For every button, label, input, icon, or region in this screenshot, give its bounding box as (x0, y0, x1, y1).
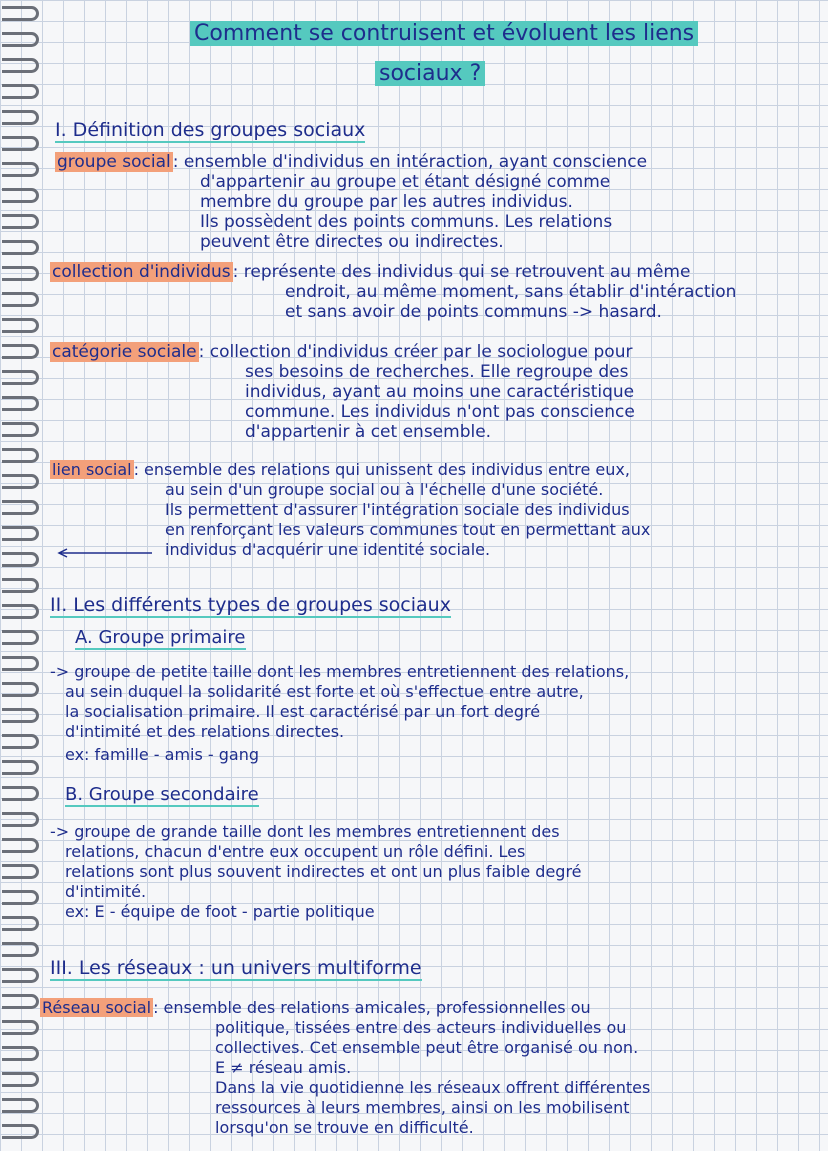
group-a-line-4: ex: famille - amis - gang (65, 745, 260, 764)
reseau-line-5: ressources à leurs membres, ainsi on les mobilisent (215, 1098, 630, 1117)
term-groupe-social: groupe social (57, 152, 171, 172)
spiral-ring (2, 396, 39, 411)
spiral-ring (2, 318, 39, 333)
term-categorie: catégorie sociale (52, 342, 197, 362)
group-b-line-1: relations, chacun d'entre eux occupent un rôle défini. Les (65, 842, 526, 861)
term-lien-social: lien social (52, 460, 132, 479)
lien-social-text-0: : ensemble des relations qui unissent des individus entre eux, (133, 460, 630, 479)
subsection-b-heading (65, 785, 259, 805)
section-2-heading (50, 595, 451, 615)
spiral-ring (2, 968, 39, 983)
group-b-line-4: ex: E - équipe de foot - partie politique (65, 902, 375, 921)
group-b-line-0: -> groupe de grande taille dont les membres entretiennent des (50, 822, 560, 841)
page-title-2 (375, 60, 485, 88)
spiral-ring (2, 448, 39, 463)
spiral-ring (2, 994, 39, 1009)
collection-line-0 (50, 262, 690, 282)
section-1-heading-text: I. Définition des groupes sociaux (55, 119, 366, 141)
group-a-line-0: -> groupe de petite taille dont les membres entretiennent des relations, (50, 662, 630, 681)
notebook-spiral (0, 0, 40, 1151)
spiral-ring (2, 110, 39, 125)
spiral-ring (2, 786, 39, 801)
groupe-social-line-0 (55, 152, 647, 172)
categorie-line-4: d'appartenir à cet ensemble. (245, 422, 492, 442)
lien-social-line-1: au sein d'un groupe social ou à l'échelle d'une société. (165, 480, 604, 499)
section-3-heading-text: III. Les réseaux : un univers multiforme (50, 957, 422, 979)
spiral-ring (2, 1046, 39, 1061)
groupe-social-line-4: peuvent être directes ou indirectes. (200, 232, 504, 252)
spiral-ring (2, 188, 39, 203)
spiral-ring (2, 812, 39, 827)
spiral-ring (2, 474, 39, 489)
spiral-ring (2, 370, 39, 385)
categorie-line-2: individus, ayant au moins une caractéristique (245, 382, 635, 402)
spiral-ring (2, 708, 39, 723)
groupe-social-line-2: membre du groupe par les autres individus. (200, 192, 573, 212)
spiral-ring (2, 760, 39, 775)
reseau-line-3: E ≠ réseau amis. (215, 1058, 352, 1077)
term-reseau-social: Réseau social (42, 998, 152, 1017)
subsection-a-heading (75, 628, 246, 648)
categorie-text-0: : collection d'individus créer par le sociologue pour (198, 342, 633, 362)
spiral-ring (2, 266, 39, 281)
spiral-ring (2, 682, 39, 697)
spiral-ring (2, 136, 39, 151)
spiral-ring (2, 630, 39, 645)
subsection-a-heading-text: A. Groupe primaire (75, 627, 246, 648)
spiral-ring (2, 916, 39, 931)
lien-social-line-4: individus d'acquérir une identité sociale. (165, 540, 491, 559)
spiral-ring (2, 578, 39, 593)
lien-social-line-2: Ils permettent d'assurer l'intégration sociale des individus (165, 500, 630, 519)
spiral-ring (2, 422, 39, 437)
spiral-ring (2, 6, 39, 21)
spiral-ring (2, 942, 39, 957)
reseau-line-2: collectives. Cet ensemble peut être organisé ou non. (215, 1038, 639, 1057)
groupe-social-line-3: Ils possèdent des points communs. Les relations (200, 212, 613, 232)
reseau-text-0: : ensemble des relations amicales, professionnelles ou (153, 998, 591, 1017)
group-a-line-2: la socialisation primaire. Il est caractérisé par un fort degré (65, 702, 541, 721)
spiral-ring (2, 344, 39, 359)
left-arrow-icon (57, 548, 152, 558)
reseau-line-4: Dans la vie quotidienne les réseaux offrent différentes (215, 1078, 651, 1097)
section-2-heading-text: II. Les différents types de groupes sociaux (50, 594, 451, 616)
spiral-ring (2, 552, 39, 567)
groupe-social-text-0: : ensemble d'individus en intéraction, ayant conscience (172, 152, 648, 172)
collection-text-0: : représente des individus qui se retrouvent au même (232, 262, 691, 282)
categorie-line-1: ses besoins de recherches. Elle regroupe des (245, 362, 629, 382)
collection-line-2: et sans avoir de points communs -> hasard. (285, 302, 662, 322)
collection-line-1: endroit, au même moment, sans établir d'intéraction (285, 282, 737, 302)
spiral-ring (2, 864, 39, 879)
reseau-line-6: lorsqu'on se trouve en difficulté. (215, 1118, 474, 1137)
title-line-2: sociaux ? (375, 61, 485, 86)
categorie-line-3: commune. Les individus n'ont pas conscience (245, 402, 635, 422)
spiral-ring (2, 734, 39, 749)
spiral-ring (2, 1124, 39, 1139)
spiral-ring (2, 526, 39, 541)
spiral-ring (2, 604, 39, 619)
spiral-ring (2, 84, 39, 99)
group-a-line-1: au sein duquel la solidarité est forte et où s'effectue entre autre, (65, 682, 584, 701)
section-1-heading (55, 120, 365, 140)
spiral-ring (2, 292, 39, 307)
spiral-ring (2, 32, 39, 47)
group-b-line-2: relations sont plus souvent indirectes et ont un plus faible degré (65, 862, 582, 881)
reseau-line-0 (40, 998, 591, 1018)
spiral-ring (2, 214, 39, 229)
section-3-heading (50, 958, 422, 978)
spiral-ring (2, 58, 39, 73)
group-a-line-3: d'intimité et des relations directes. (65, 722, 345, 741)
categorie-line-0 (50, 342, 632, 362)
spiral-ring (2, 1020, 39, 1035)
spiral-ring (2, 890, 39, 905)
spiral-ring (2, 1072, 39, 1087)
groupe-social-line-1: d'appartenir au groupe et étant désigné comme (200, 172, 611, 192)
lien-social-line-3: en renforçant les valeurs communes tout en permettant aux (165, 520, 651, 539)
group-b-line-3: d'intimité. (65, 882, 147, 901)
spiral-ring (2, 162, 39, 177)
term-collection: collection d'individus (52, 262, 231, 282)
spiral-ring (2, 656, 39, 671)
subsection-b-heading-text: B. Groupe secondaire (65, 784, 259, 805)
spiral-ring (2, 240, 39, 255)
reseau-line-1: politique, tissées entre des acteurs individuelles ou (215, 1018, 627, 1037)
spiral-ring (2, 1098, 39, 1113)
spiral-ring (2, 500, 39, 515)
spiral-ring (2, 838, 39, 853)
title-line-1: Comment se contruisent et évoluent les liens (190, 21, 698, 46)
lien-social-line-0 (50, 460, 630, 480)
page-title (190, 20, 698, 48)
